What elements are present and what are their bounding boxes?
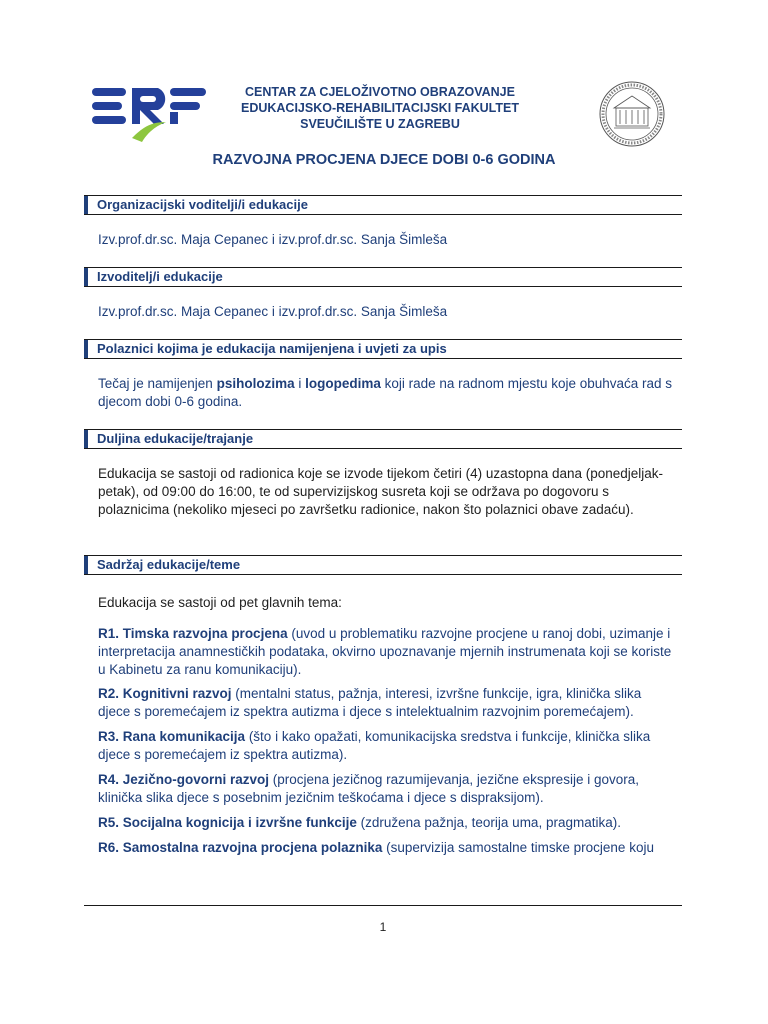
instructors-text: Izv.prof.dr.sc. Maja Cepanec i izv.prof.dr.sc. Sanja Šimleša [98, 304, 448, 319]
topic-item [98, 814, 676, 832]
institution-line-3: SVEUČILIŠTE U ZAGREBU [300, 117, 460, 131]
section-heading-label: Duljina edukacije/trajanje [97, 431, 254, 446]
section-heading-label: Organizacijski voditelji/i edukacije [97, 197, 308, 212]
footer-divider [84, 905, 682, 906]
section-accent [84, 268, 88, 286]
topic-description: (združena pažnja, teorija uma, pragmatika). [356, 815, 621, 830]
erf-logo [92, 84, 210, 142]
section-heading-duration [84, 429, 682, 449]
section-heading-label: Sadržaj edukacije/teme [97, 557, 241, 572]
topic-title: R4. Jezično-govorni razvoj [98, 772, 270, 787]
topic-title: R2. Kognitivni razvoj [98, 686, 232, 701]
section-heading-content [84, 555, 682, 575]
section-heading-label: Izvoditelj/i edukacije [97, 269, 223, 284]
topic-item [98, 839, 676, 857]
topic-description: (što i kako opažati, komunikacijska sredstva i funkcije, klinička slika djece s poremećajem iz spektra autizma). [98, 729, 651, 762]
topic-title: R5. Socijalna kognicija i izvršne funkcije [98, 815, 357, 830]
topic-title: R3. Rana komunikacija [98, 729, 246, 744]
topic-description: (mentalni status, pažnja, interesi, izvršne funkcije, igra, klinička slika djece s poremećajem iz spektra autizma i djece s intelektualnim razvojnim poremećajem). [98, 686, 642, 719]
topic-item [98, 625, 676, 679]
page-title: RAZVOJNA PROCJENA DJECE DOBI 0-6 GODINA [212, 152, 556, 168]
topic-item [98, 685, 676, 721]
participants-text-part: koji rade na radnom mjestu koje obuhvaća rad s djecom dobi 0-6 godina. [98, 376, 673, 409]
topic-item [98, 771, 676, 807]
section-accent [84, 196, 88, 214]
institution-line-1: CENTAR ZA CJELOŽIVOTNO OBRAZOVANJE [245, 85, 515, 99]
participants-text-part: i [294, 376, 306, 391]
section-accent [84, 430, 88, 448]
participants-psychologists: psiholozima [216, 376, 295, 391]
section-heading-participants [84, 339, 682, 359]
section-accent [84, 340, 88, 358]
content-intro: Edukacija se sastoji od pet glavnih tema: [98, 595, 342, 610]
participants-text-part: Tečaj je namijenjen [98, 376, 217, 391]
organizers-text: Izv.prof.dr.sc. Maja Cepanec i izv.prof.dr.sc. Sanja Šimleša [98, 232, 448, 247]
topic-description: (procjena jezičnog razumijevanja, jezične ekspresije i govora, klinička slika djece s posebnim jezičnim teškoćama i djece s dispraksijom). [98, 772, 639, 805]
section-heading-organizers [84, 195, 682, 215]
topic-title: R1. Timska razvojna procjena [98, 626, 288, 641]
participants-speech-therapists: logopedima [305, 376, 381, 391]
topic-description: (supervizija samostalne timske procjene koju [382, 840, 654, 855]
section-heading-label: Polaznici kojima je edukacija namijenjena i uvjeti za upis [97, 341, 447, 356]
page-number: 1 [379, 920, 387, 934]
university-seal-icon [598, 80, 666, 148]
institution-line-2: EDUKACIJSKO-REHABILITACIJSKI FAKULTET [240, 101, 519, 115]
topic-item [98, 728, 676, 764]
section-accent [84, 556, 88, 574]
section-heading-instructors [84, 267, 682, 287]
duration-text: Edukacija se sastoji od radionica koje se izvode tijekom četiri (4) uzastopna dana (ponedjeljak- petak), od 09:00 do 16:00, te od supervizijskog susreta koji se održava po dogovoru s polaznicima (nekoliko mjeseci po završetku radionice, nakon što polaznici obave zadaću). [98, 466, 664, 517]
topic-title: R6. Samostalna razvojna procjena polaznika [98, 840, 383, 855]
topic-description: (uvod u problematiku razvojne procjene u ranoj dobi, uzimanje i interpretacija anamnestičkih podataka, okvirno upoznavanje mjernih instrumenata koji se koriste u Kabinetu za ranu komunikaciju). [98, 626, 672, 677]
participants-text [98, 375, 676, 411]
